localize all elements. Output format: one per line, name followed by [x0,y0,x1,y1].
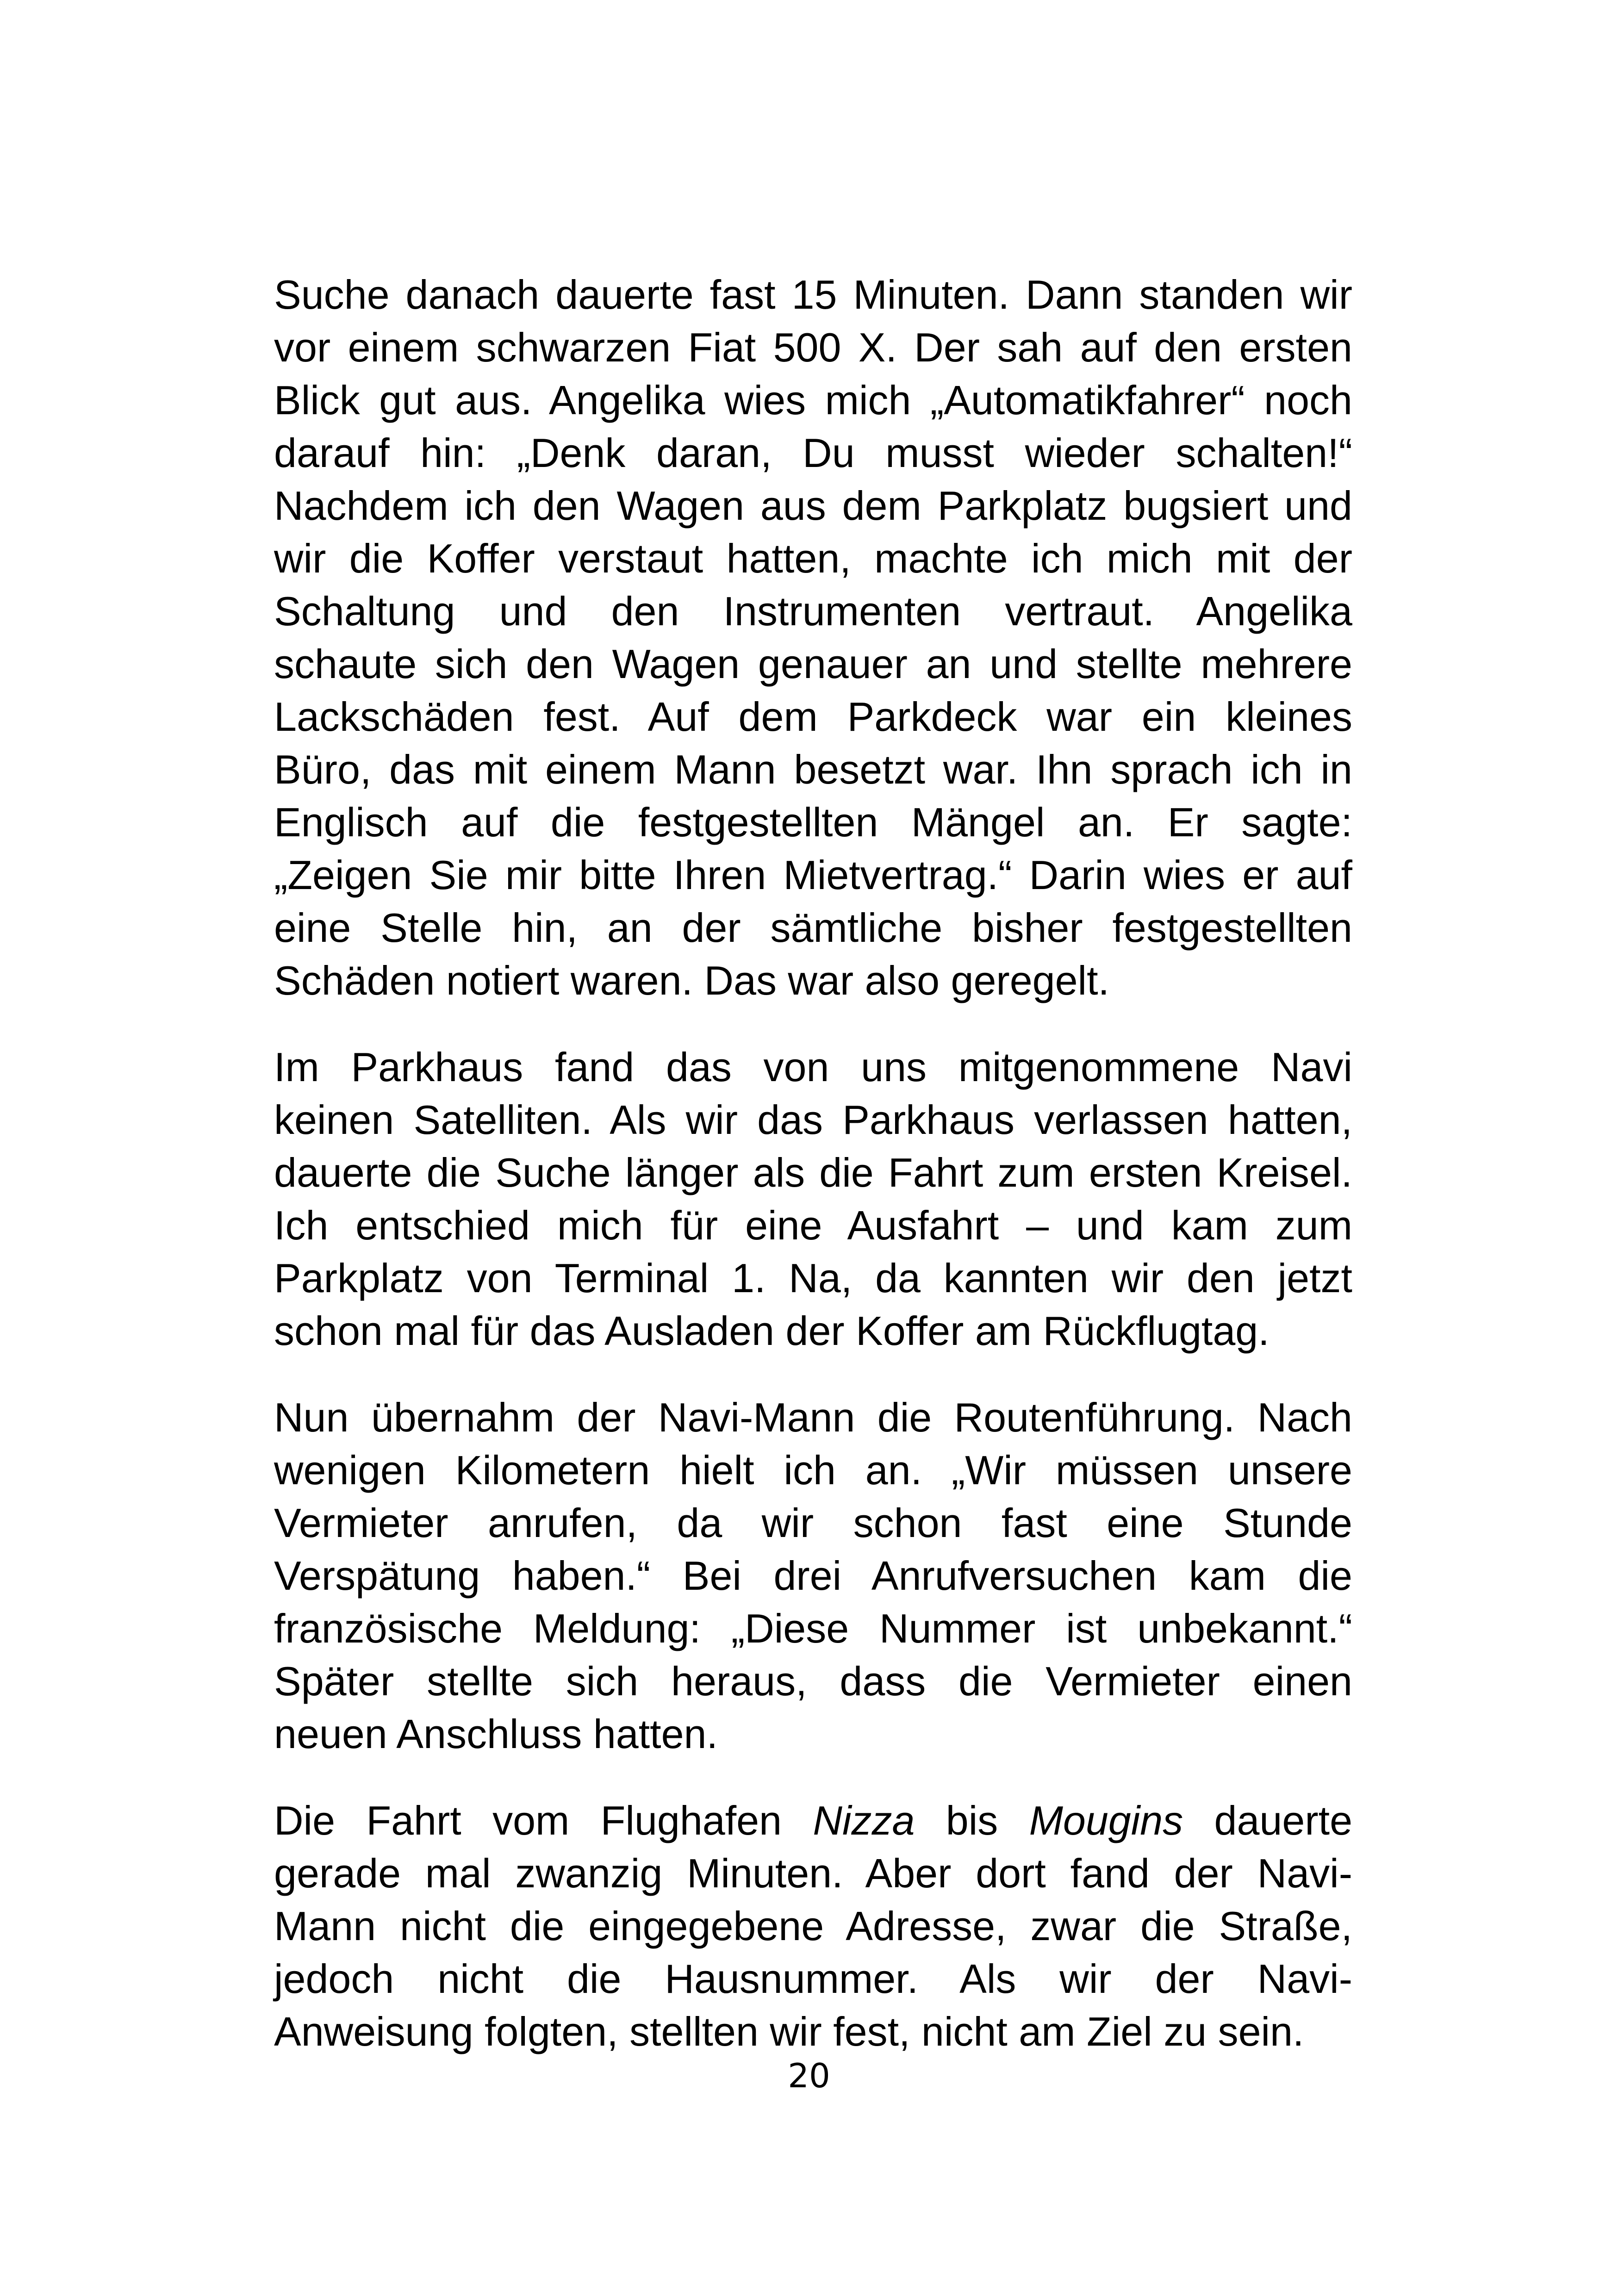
text-run: bis [946,1798,998,1843]
text-line: jedoch nicht die Hausnummer. Als wir der Navi- [274,1956,1352,2002]
text-line: Ich entschied mich für eine Ausfahrt – und kam zum [274,1202,1352,1248]
text-line: Schaltung und den Instrumenten vertraut. Angelika [274,588,1352,634]
body-text [274,268,1352,2058]
place-name-nizza: Nizza [813,1798,915,1843]
text-line: Suche danach dauerte fast 15 Minuten. Dann standen wir [274,272,1352,317]
text-line: Nachdem ich den Wagen aus dem Parkplatz bugsiert und [274,483,1352,529]
text-line: eine Stelle hin, an der sämtliche bisher festgestellten [274,905,1352,951]
text-line: vor einem schwarzen Fiat 500 X. Der sah auf den ersten [274,324,1352,370]
text-line: französische Meldung: „Diese Nummer ist unbekannt.“ [274,1605,1352,1651]
text-line: Büro, das mit einem Mann besetzt war. Ihn sprach ich in [274,747,1352,792]
text-run: dauerte [1214,1798,1353,1843]
paragraph-3 [274,1391,1352,1761]
text-line: Anweisung folgten, stellten wir fest, nicht am Ziel zu sein. [274,2009,1304,2054]
text-line: dauerte die Suche länger als die Fahrt zum ersten Kreisel. [274,1150,1352,1195]
text-line: keinen Satelliten. Als wir das Parkhaus verlassen hatten, [274,1097,1352,1143]
text-line: wir die Koffer verstaut hatten, machte ich mich mit der [274,535,1352,581]
text-line: Mann nicht die eingegebene Adresse, zwar die Straße, [274,1903,1352,1949]
text-line: Später stellte sich heraus, dass die Vermieter einen [274,1658,1352,1704]
text-line: Nun übernahm der Navi-Mann die Routenführung. Nach [274,1394,1352,1440]
text-line: Vermieter anrufen, da wir schon fast eine Stunde [274,1500,1352,1546]
text-line: gerade mal zwanzig Minuten. Aber dort fand der Navi- [274,1850,1352,1896]
text-line: Lackschäden fest. Auf dem Parkdeck war ein kleines [274,694,1352,740]
text-line: Im Parkhaus fand das von uns mitgenommene Navi [274,1044,1352,1090]
text-line: Blick gut aus. Angelika wies mich „Automatikfahrer“ noch [274,377,1352,423]
paragraph-4 [274,1794,1352,2058]
text-line: schon mal für das Ausladen der Koffer am Rückflugtag. [274,1308,1270,1354]
text-line: Schäden notiert waren. Das war also geregelt. [274,958,1109,1003]
text-line: Verspätung haben.“ Bei drei Anrufversuchen kam die [274,1553,1352,1599]
text-line: schaute sich den Wagen genauer an und stellte mehrere [274,641,1352,687]
text-line: neuen Anschluss hatten. [274,1711,718,1757]
text-line: darauf hin: „Denk daran, Du musst wieder schalten!“ [274,430,1352,476]
page-number: 20 [788,2056,830,2095]
text-line: wenigen Kilometern hielt ich an. „Wir müssen unsere [274,1447,1352,1493]
text-line: Englisch auf die festgestellten Mängel an. Er sagte: [274,799,1352,845]
text-line: „Zeigen Sie mir bitte Ihren Mietvertrag.“ Darin wies er auf [274,852,1352,898]
text-line: Parkplatz von Terminal 1. Na, da kannten wir den jetzt [274,1255,1352,1301]
paragraph-2 [274,1041,1352,1357]
paragraph-1 [274,268,1352,1007]
place-name-mougins: Mougins [1029,1798,1183,1843]
text-line [274,1794,1352,1847]
text-run: Die Fahrt vom Flughafen [274,1798,782,1843]
